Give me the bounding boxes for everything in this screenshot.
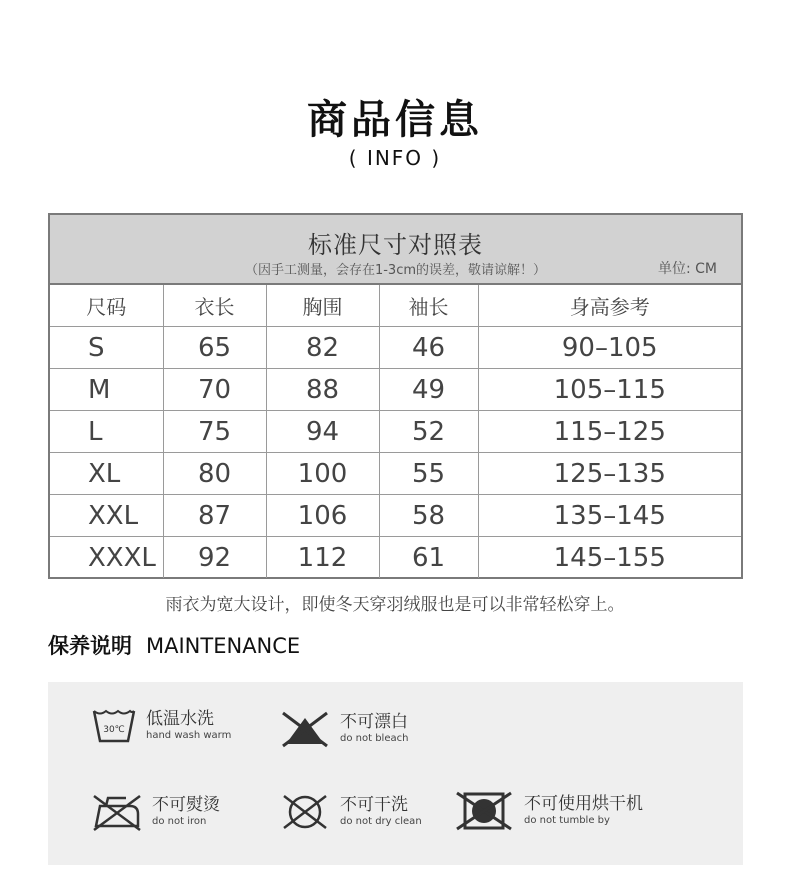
table-row bbox=[50, 453, 741, 495]
table-row bbox=[50, 369, 741, 411]
cell-length: 70 bbox=[163, 369, 266, 411]
page-title: 商品信息 bbox=[307, 97, 483, 143]
cell-height: 135–145 bbox=[478, 495, 741, 537]
cell-chest: 100 bbox=[266, 453, 379, 495]
maintenance-heading bbox=[48, 630, 300, 660]
care-instructions-panel bbox=[48, 682, 743, 865]
maintenance-title-en: MAINTENANCE bbox=[146, 634, 301, 658]
column-header-size: 尺码 bbox=[50, 285, 163, 327]
care-label-en: do not dry clean bbox=[340, 816, 422, 827]
no-tumble-dry-icon bbox=[454, 790, 514, 832]
cell-size: M bbox=[50, 369, 163, 411]
cell-length: 87 bbox=[163, 495, 266, 537]
cell-sleeve: 58 bbox=[379, 495, 478, 537]
hand-wash-temperature: 30℃ bbox=[103, 725, 125, 735]
cell-sleeve: 61 bbox=[379, 537, 478, 579]
no-bleach-icon bbox=[280, 710, 330, 748]
size-chart bbox=[48, 213, 743, 579]
care-item-hand-wash bbox=[92, 708, 231, 744]
fit-note: 雨衣为宽大设计，即使冬天穿羽绒服也是可以非常轻松穿上。 bbox=[165, 595, 625, 615]
cell-chest: 88 bbox=[266, 369, 379, 411]
cell-height: 90–105 bbox=[478, 327, 741, 369]
care-label-cn: 不可漂白 bbox=[340, 712, 408, 732]
cell-sleeve: 55 bbox=[379, 453, 478, 495]
cell-sleeve: 46 bbox=[379, 327, 478, 369]
cell-height: 105–115 bbox=[478, 369, 741, 411]
column-header-length: 衣长 bbox=[163, 285, 266, 327]
care-label-cn: 不可使用烘干机 bbox=[524, 794, 643, 814]
cell-size: XXXL bbox=[50, 537, 163, 579]
no-iron-icon bbox=[90, 792, 142, 832]
cell-size: XL bbox=[50, 453, 163, 495]
page-subtitle: ( INFO ) bbox=[348, 146, 442, 170]
size-chart-note: （因手工测量，会存在1-3cm的误差，敬请谅解！） bbox=[244, 263, 547, 278]
column-header-height: 身高参考 bbox=[478, 285, 741, 327]
care-item-no-bleach bbox=[280, 710, 408, 748]
care-label-cn: 不可干洗 bbox=[340, 795, 408, 815]
table-row bbox=[50, 495, 741, 537]
care-item-no-tumble-dry bbox=[454, 790, 643, 832]
cell-chest: 94 bbox=[266, 411, 379, 453]
size-table bbox=[50, 285, 741, 578]
size-chart-header bbox=[50, 215, 741, 285]
care-item-no-iron bbox=[90, 792, 220, 832]
cell-chest: 82 bbox=[266, 327, 379, 369]
table-header-row bbox=[50, 285, 741, 327]
cell-chest: 112 bbox=[266, 537, 379, 579]
no-dry-clean-icon bbox=[280, 792, 330, 832]
cell-length: 92 bbox=[163, 537, 266, 579]
care-label-en: do not bleach bbox=[340, 733, 409, 744]
cell-size: XXL bbox=[50, 495, 163, 537]
table-row bbox=[50, 537, 741, 579]
cell-length: 80 bbox=[163, 453, 266, 495]
cell-sleeve: 49 bbox=[379, 369, 478, 411]
care-label-cn: 低温水洗 bbox=[146, 709, 214, 729]
size-chart-title: 标准尺寸对照表 bbox=[308, 231, 483, 259]
cell-height: 115–125 bbox=[478, 411, 741, 453]
hand-wash-icon bbox=[92, 708, 136, 744]
table-row bbox=[50, 327, 741, 369]
care-label-cn: 不可熨烫 bbox=[152, 795, 220, 815]
care-label-en: do not iron bbox=[152, 816, 207, 827]
cell-height: 145–155 bbox=[478, 537, 741, 579]
maintenance-title-cn: 保养说明 bbox=[48, 634, 132, 658]
cell-chest: 106 bbox=[266, 495, 379, 537]
care-label-en: do not tumble by bbox=[524, 815, 610, 826]
cell-length: 75 bbox=[163, 411, 266, 453]
care-label-en: hand wash warm bbox=[146, 730, 232, 741]
column-header-sleeve: 袖长 bbox=[379, 285, 478, 327]
care-item-no-dry-clean bbox=[280, 792, 422, 832]
cell-height: 125–135 bbox=[478, 453, 741, 495]
cell-sleeve: 52 bbox=[379, 411, 478, 453]
size-chart-unit: 单位: CM bbox=[657, 261, 717, 277]
column-header-chest: 胸围 bbox=[266, 285, 379, 327]
cell-size: L bbox=[50, 411, 163, 453]
table-row bbox=[50, 411, 741, 453]
cell-size: S bbox=[50, 327, 163, 369]
cell-length: 65 bbox=[163, 327, 266, 369]
